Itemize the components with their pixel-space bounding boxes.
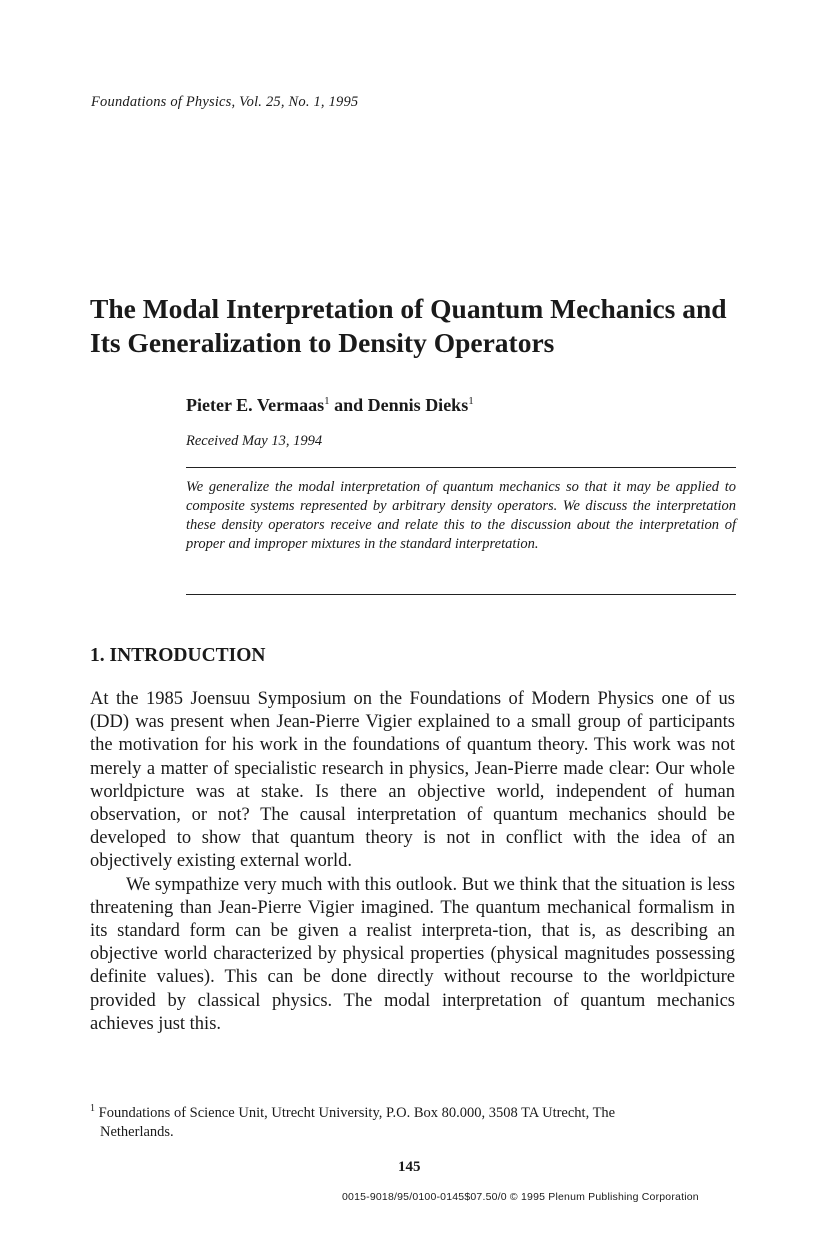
author-name-2: Dennis Dieks xyxy=(367,395,469,415)
footnote-text-line-2: Netherlands. xyxy=(100,1124,174,1140)
abstract-top-rule xyxy=(186,467,736,468)
author-line xyxy=(186,395,474,416)
author-affiliation-mark-1: 1 xyxy=(324,395,330,407)
footnote xyxy=(90,1104,736,1142)
article-title xyxy=(90,292,750,360)
author-connector: and xyxy=(329,395,368,415)
section-heading: 1. INTRODUCTION xyxy=(90,645,266,666)
received-date: Received May 13, 1994 xyxy=(186,433,323,449)
footnote-text-line-1: Foundations of Science Unit, Utrecht University, P.O. Box 80.000, 3508 TA Utrecht, The xyxy=(95,1105,616,1121)
abstract-text: We generalize the modal interpretation of quantum mechanics so that it may be applied to composite systems represented by arbitrary density operators. We discuss the interpretation these density operators receive and relate this to the discussion about the interpretation of proper and improper mixtures in the standard interpretation. xyxy=(186,479,736,552)
article-title-line-2: Its Generalization to Density Operators xyxy=(90,327,555,358)
article-title-line-1: The Modal Interpretation of Quantum Mechanics and xyxy=(90,293,727,324)
author-affiliation-mark-2: 1 xyxy=(468,395,474,407)
abstract-bottom-rule xyxy=(186,594,736,595)
journal-citation: Foundations of Physics, Vol. 25, No. 1, 1995 xyxy=(91,94,359,110)
body-paragraph-2: We sympathize very much with this outlook. But we think that the situation is less threatening than Jean-Pierre Vigier imagined. The quantum mechanical formalism in its standard form can be given a realist interpreta-tion, that is, as describing an objective world characterized by physical properties (physical magnitudes possessing definite values). This can be done directly without recourse to the worldpicture provided by classical physics. The modal interpretation of quantum mechanics achieves just this. xyxy=(90,874,735,1034)
copyright-line: 0015-9018/95/0100-0145$07.50/0 © 1995 Plenum Publishing Corporation xyxy=(342,1191,699,1203)
body-paragraph-1: At the 1985 Joensuu Symposium on the Foundations of Modern Physics one of us (DD) was present when Jean-Pierre Vigier explained to a small group of participants the motivation for his work in the foundations of quantum theory. This work was not merely a matter of specialistic research in physics, Jean-Pierre made clear: Our whole worldpicture was at stake. Is there an objective world, independent of human observation, or not? The causal interpretation of quantum mechanics should be developed to show that quantum theory is not in conflict with the idea of an objectively existing external world. xyxy=(90,689,735,872)
body-text xyxy=(90,688,735,1036)
author-name-1: Pieter E. Vermaas xyxy=(186,395,325,415)
page-number: 145 xyxy=(398,1159,421,1175)
footnote-mark: 1 xyxy=(90,1103,95,1115)
